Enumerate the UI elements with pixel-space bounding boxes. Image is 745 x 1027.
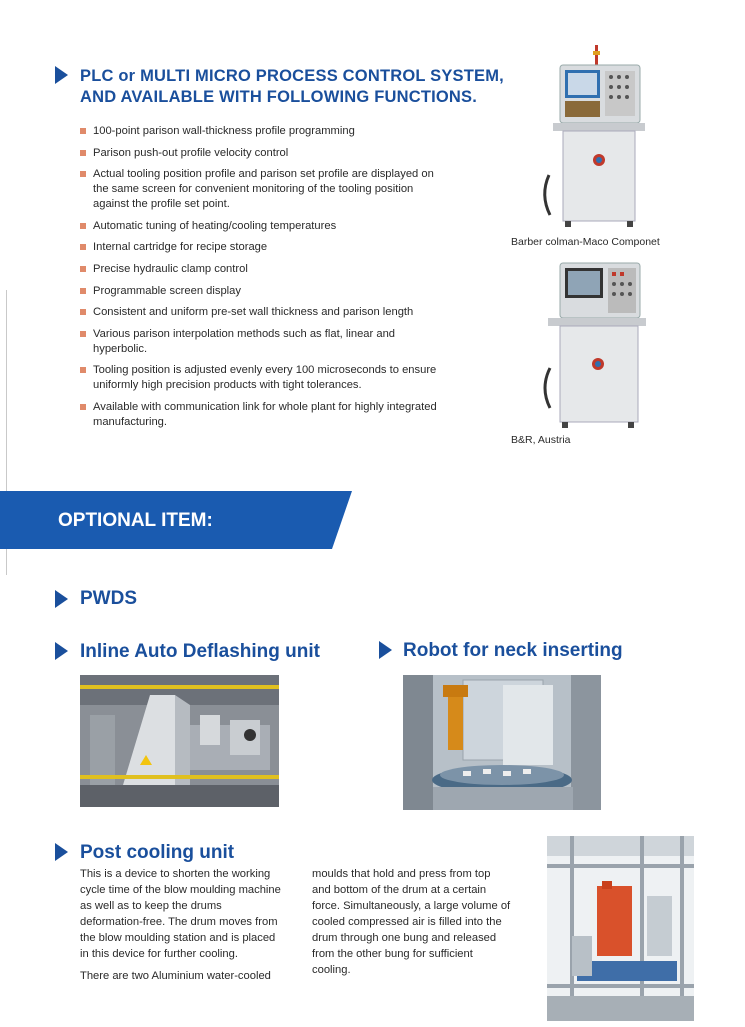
plc-heading-line1: PLC or MULTI MICRO PROCESS CONTROL SYSTEM, <box>80 67 504 85</box>
feature-item: Consistent and uniform pre-set wall thickness and parison length <box>80 305 440 320</box>
feature-item: 100-point parison wall-thickness profile programming <box>80 124 440 139</box>
caption-barber-colman: Barber colman-Maco Componet <box>511 236 660 248</box>
section-arrow-icon <box>55 66 68 84</box>
pwds-arrow-icon <box>55 590 68 608</box>
feature-list <box>80 124 440 437</box>
optional-item-label: OPTIONAL ITEM: <box>58 510 213 531</box>
feature-item: Parison push-out profile velocity control <box>80 146 440 161</box>
deflashing-heading: Inline Auto Deflashing unit <box>80 641 320 662</box>
robot-arrow-icon <box>379 641 392 659</box>
robot-heading: Robot for neck inserting <box>403 640 623 661</box>
deflashing-unit-photo <box>80 675 279 807</box>
feature-item: Tooling position is adjusted evenly every 100 microseconds to ensure uniformly high precision products with tight tolerances. <box>80 363 440 393</box>
caption-br-austria: B&R, Austria <box>511 434 571 446</box>
bullet-square-icon <box>80 331 86 337</box>
feature-item: Internal cartridge for recipe storage <box>80 240 440 255</box>
post-cooling-unit-photo <box>547 836 694 1021</box>
deflashing-arrow-icon <box>55 642 68 660</box>
post-cooling-column-1 <box>80 866 285 984</box>
bullet-square-icon <box>80 367 86 373</box>
control-cabinet-image-2 <box>540 258 655 438</box>
feature-item: Available with communication link for whole plant for highly integrated manufacturing. <box>80 400 440 430</box>
bullet-square-icon <box>80 266 86 272</box>
post-cooling-heading: Post cooling unit <box>80 842 235 863</box>
feature-item: Automatic tuning of heating/cooling temperatures <box>80 219 440 234</box>
bullet-square-icon <box>80 288 86 294</box>
optional-item-banner <box>0 491 352 549</box>
post-cooling-arrow-icon <box>55 843 68 861</box>
bullet-square-icon <box>80 309 86 315</box>
control-cabinet-image-1 <box>535 45 655 235</box>
robot-neck-inserting-photo <box>403 675 601 810</box>
bullet-square-icon <box>80 244 86 250</box>
post-cooling-para-3: moulds that hold and press from top and bottom of the drum at a certain force. Simultaneously, a large volume of cooled compressed air is filled into the drum through one bung and released from the other bung for sufficient cooling. <box>312 868 511 976</box>
plc-heading-line2: AND AVAILABLE WITH FOLLOWING FUNCTIONS. <box>80 88 478 106</box>
post-cooling-column-2 <box>312 866 512 978</box>
feature-item: Various parison interpolation methods such as flat, linear and hyperbolic. <box>80 327 440 357</box>
post-cooling-para-2: There are two Aluminium water-cooled <box>80 970 271 982</box>
bullet-square-icon <box>80 404 86 410</box>
bullet-square-icon <box>80 171 86 177</box>
plc-heading <box>80 66 520 108</box>
pwds-heading: PWDS <box>80 588 137 609</box>
bullet-square-icon <box>80 150 86 156</box>
post-cooling-para-1: This is a device to shorten the working cycle time of the blow moulding machine as well as to keep the drums deformation-free. The drum moves from the blow moulding station and is placed in this device for further cooling. <box>80 868 281 960</box>
feature-item: Precise hydraulic clamp control <box>80 262 440 277</box>
feature-item: Actual tooling position profile and parison set profile are displayed on the same screen for convenient monitoring of the tooling position against the profile set point. <box>80 167 440 212</box>
feature-item: Programmable screen display <box>80 284 440 299</box>
bullet-square-icon <box>80 128 86 134</box>
bullet-square-icon <box>80 223 86 229</box>
